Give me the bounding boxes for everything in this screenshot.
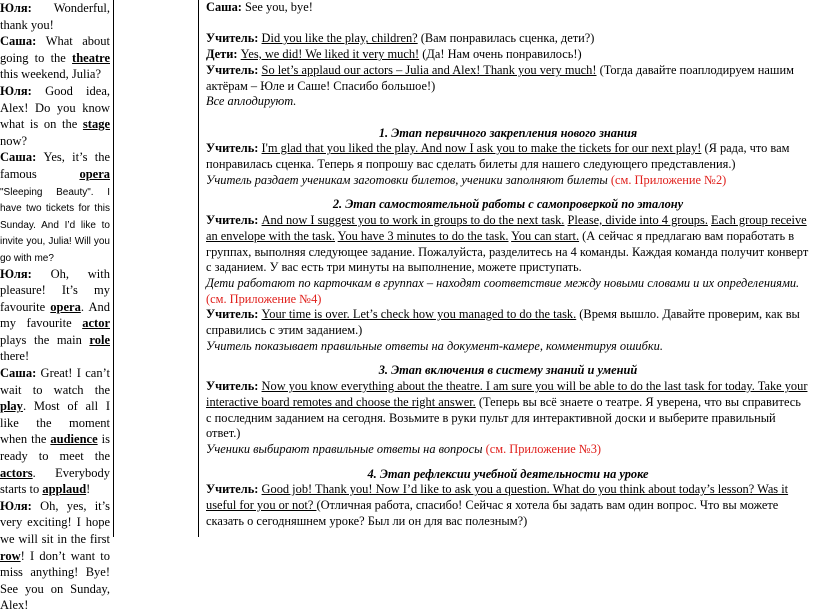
note-text: Учитель раздает ученикам заготовки билетов, ученики заполняют билеты xyxy=(206,172,608,187)
speaker: Учитель: xyxy=(206,482,259,497)
vocab-word: row xyxy=(0,548,21,563)
teacher-question xyxy=(206,31,810,47)
russian-text: (Да! Нам очень понравилось!) xyxy=(419,47,582,62)
line-text: there! xyxy=(0,349,30,364)
vocab-word: opera xyxy=(50,299,81,314)
vocab-word: role xyxy=(89,332,110,347)
vocab-word: audience xyxy=(50,432,98,447)
dialogue-line-3 xyxy=(0,83,110,149)
russian-text: (Тогда давайте поаплодируем нашим xyxy=(596,62,794,77)
english-text: Each group receive xyxy=(711,213,807,228)
section-heading-1: 1. Этап первичного закрепления нового знания xyxy=(378,125,638,140)
line-text: now? xyxy=(0,133,28,148)
russian-text: (Я рада, что вам xyxy=(701,141,790,156)
english-text: useful for you or not? xyxy=(206,498,317,513)
note-text: Ученики выбирают правильные ответы на вопросы xyxy=(206,441,483,456)
dialogue-closing xyxy=(206,0,810,16)
russian-text: (Теперь вы всё знаете о театре. Я уверена, что вы справитесь xyxy=(475,394,801,409)
russian-text: (Отличная работа, спасибо! Сейчас я хотела бы задать вам один вопрос. Что вы можете xyxy=(316,498,779,513)
english-text: interactive board remotes and choose the right answer. xyxy=(206,394,476,409)
speaker: Саша: xyxy=(0,366,37,381)
speaker: Учитель: xyxy=(206,31,259,46)
vocab-word: actors xyxy=(0,465,33,480)
line-text: is ready to meet the xyxy=(0,432,110,464)
line-text: ! I don’t want to miss anything! Bye! See you on Sunday, Alex! xyxy=(0,548,110,613)
dialogue-line-4 xyxy=(0,149,110,265)
lesson-column xyxy=(206,0,810,537)
dialogue-column xyxy=(0,0,110,613)
teacher-line-4 xyxy=(206,482,810,498)
vocab-word: play xyxy=(0,399,23,414)
speaker: Юля: xyxy=(0,1,32,15)
english-text: Your time is over. Let’s check how you managed to do the task. xyxy=(261,307,577,322)
english-text: You can start. xyxy=(511,228,580,243)
english-text: an envelope with the task. xyxy=(206,228,336,243)
appendix-ref: (см. Приложение №4) xyxy=(206,291,322,306)
russian-text-cont: понравилась сценка. Теперь я попрошу вас сделать билеты для нашего следующего представления.) xyxy=(206,157,736,171)
vocab-word: opera xyxy=(79,166,110,181)
english-text: Did you like the play, children? xyxy=(261,31,418,46)
speaker: Юля: xyxy=(0,83,32,98)
russian-text: (Вам понравилась сценка, дети?) xyxy=(417,31,595,46)
english-text: Now you know everything about the theatre. I am sure you will be able to do the last task for today. Take your xyxy=(261,379,808,394)
speaker: Саша: xyxy=(0,34,37,49)
vocab-word: theatre xyxy=(72,50,110,65)
english-text: So let’s applaud our actors – Julia and Alex! Thank you very much! xyxy=(261,62,597,77)
teacher-line-2 xyxy=(206,213,810,229)
line-text: Oh, with pleasure! It’s my favourite xyxy=(0,266,110,314)
teacher-line-1 xyxy=(206,141,810,157)
line-text: See you, bye! xyxy=(241,0,313,14)
russian-text-cont: справились с этим заданием.) xyxy=(206,323,363,338)
speaker: Учитель: xyxy=(206,213,259,228)
line-text: . Everybody starts to xyxy=(0,465,110,497)
speaker: Саша: xyxy=(0,150,37,165)
dialogue-line-6 xyxy=(0,365,110,498)
speaker: Учитель: xyxy=(206,307,259,322)
appendix-ref: (см. Приложение №2) xyxy=(607,172,727,187)
section-heading-2: 2. Этап самостоятельной работы с самопроверкой по эталону xyxy=(332,197,684,212)
dialogue-line-7 xyxy=(0,498,110,614)
russian-text-cont: с последним заданием на сегодня. Возьмите в руки пульт для интерактивной доски и выберите правильный xyxy=(206,410,776,425)
russian-text: (А сейчас я предлагаю вам поработать в xyxy=(579,228,795,243)
speaker: Учитель: xyxy=(206,379,259,394)
line-text: "Sleeping Beauty". I have two tickets for this Sunday. And I’d like to invite you, Julia! Will you go with me? xyxy=(0,186,110,264)
line-text: plays the main xyxy=(0,332,90,347)
russian-text-cont: актёрам – Юле и Саше! Спасибо большое!) xyxy=(206,78,436,93)
stage-note: Учитель показывает правильные ответы на документ-камере, комментируя ошибки. xyxy=(206,338,663,353)
english-text: Good job! Thank you! Now I’d like to ask you a question. What do you think about today’s lesson? Was it xyxy=(261,482,789,497)
line-text: Great! I can’t wait to watch the xyxy=(0,366,110,397)
line-text: . Most of all I like the moment when the xyxy=(0,399,110,447)
stage-note xyxy=(206,442,810,458)
speaker: Юля: xyxy=(0,266,32,281)
table-border xyxy=(198,0,199,537)
teacher-line-2b xyxy=(206,229,810,245)
line-text: ! xyxy=(86,482,91,497)
column-divider xyxy=(113,0,114,537)
vocab-word: actor xyxy=(82,316,110,331)
english-text: Please, divide into 4 groups. xyxy=(567,213,708,228)
english-text: Yes, we did! We liked it very much! xyxy=(240,47,420,62)
dialogue-line-2 xyxy=(0,33,110,83)
section-heading-3: 3. Этап включения в систему знаний и умений xyxy=(378,363,638,378)
line-text: this weekend, Julia? xyxy=(0,67,102,82)
english-text: And now I suggest you to work in groups to do the next task. xyxy=(261,213,565,228)
children-answer xyxy=(206,47,810,63)
speaker: Дети: xyxy=(206,47,238,62)
speaker: Юля: xyxy=(0,498,32,513)
stage-note: Дети работают по карточкам в группах – находят соответствие между новыми словами и их определениями. xyxy=(206,275,800,290)
dialogue-line-5 xyxy=(0,266,110,366)
russian-text-cont: ответ.) xyxy=(206,426,241,441)
stage-note: Все аплодируют. xyxy=(206,94,297,109)
line-text: . And my favourite xyxy=(0,299,110,331)
vocab-word: stage xyxy=(82,117,110,132)
russian-text-cont: группах, выполняя следующее задание. Пожалуйста, разделитесь на 4 команды. Каждая команда получит конверт xyxy=(206,244,809,259)
vocab-word: applaud xyxy=(42,482,87,497)
english-text: You have 3 minutes to do the task. xyxy=(337,228,509,243)
russian-text-cont: сказать о сегодняшнем уроке? Был ли он для вас полезным?) xyxy=(206,513,528,528)
teacher-line-2c xyxy=(206,307,810,323)
speaker: Учитель: xyxy=(206,62,259,77)
teacher-line-3 xyxy=(206,379,810,395)
line-text: Oh, yes, it’s very exciting! I hope we will sit in the first xyxy=(0,498,110,546)
teacher-applaud xyxy=(206,63,810,79)
appendix-ref: (см. Приложение №3) xyxy=(482,441,602,456)
english-text: I'm glad that you liked the play. And now I ask you to make the tickets for our next play! xyxy=(261,141,702,156)
stage-note xyxy=(206,173,810,189)
russian-text-cont: с заданием. У вас есть три минуты на выполнение, можете приступать. xyxy=(206,260,582,275)
speaker: Учитель: xyxy=(206,141,259,156)
section-heading-4: 4. Этап рефлексии учебной деятельности на уроке xyxy=(367,466,649,481)
russian-text: (Время вышло. Давайте проверим, как вы xyxy=(576,307,800,322)
dialogue-line-1 xyxy=(0,0,110,33)
teacher-line-4b xyxy=(206,498,810,514)
teacher-line-3b xyxy=(206,395,810,411)
speaker: Саша: xyxy=(206,0,242,14)
line-text: What about going to the xyxy=(0,34,110,65)
line-text: Wonderful, thank you! xyxy=(0,1,110,32)
line-text: Good idea, Alex! Do you know what is on the xyxy=(0,83,110,132)
line-text: Yes, it’s the famous xyxy=(0,150,110,181)
